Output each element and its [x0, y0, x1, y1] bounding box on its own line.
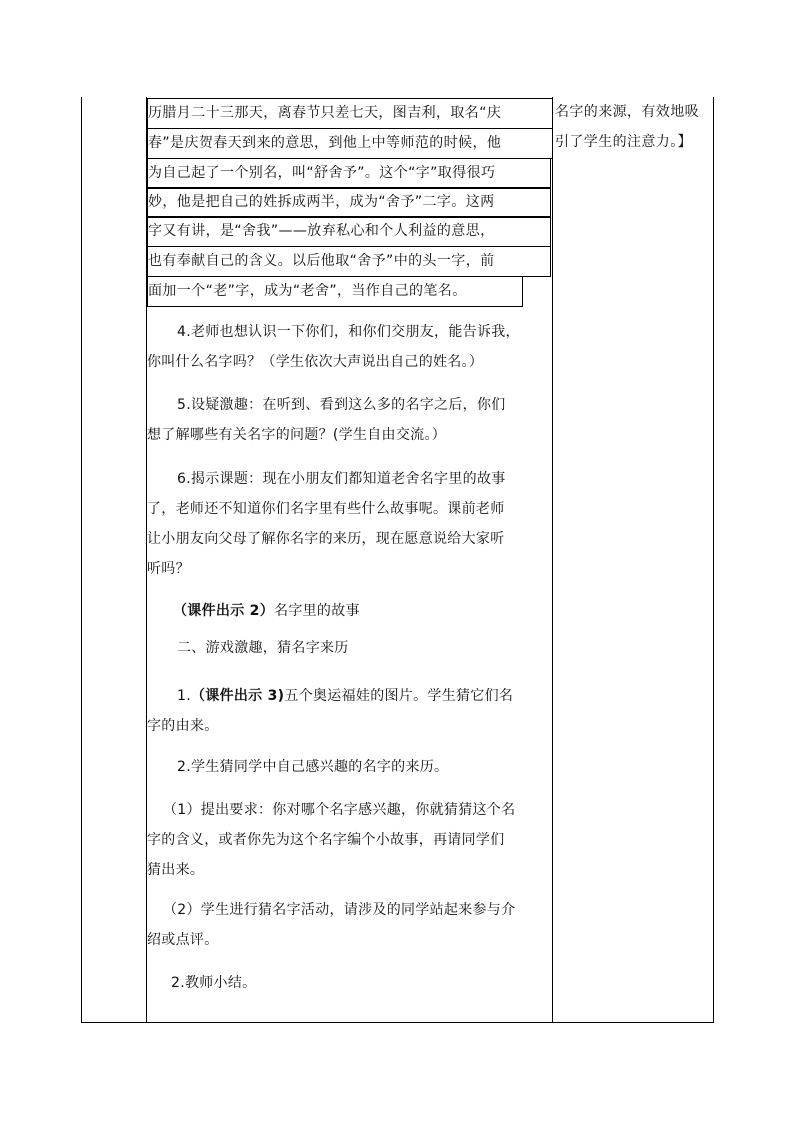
section-2-heading: [147, 633, 552, 663]
text-line: 了，老师还不知道你们名字里有些什么故事呢。课前老师: [147, 501, 505, 517]
requirement-1: [147, 795, 552, 885]
text-line: 2.学生猜同学中自己感兴趣的名字的来历。: [177, 759, 449, 775]
courseware-label: （课件出示 3): [190, 688, 285, 704]
text-line: 字的含义，或者你先为这个名字编个小故事，再请同学们: [147, 832, 505, 848]
courseware-label: （课件出示 2）: [173, 603, 275, 619]
boxed-line: 也有奉献自己的含义。以后他取“舍予”中的头一字，前: [147, 246, 551, 277]
table-col-divider-2: [552, 97, 553, 1023]
text-line: （2）学生进行猜名字活动，请涉及的同学站起来参与介: [163, 902, 516, 918]
item-number: 1.: [177, 688, 191, 704]
text-line: 让小朋友向父母了解你名字的来历，现在愿意说给大家听: [147, 531, 505, 547]
text-line: 猜出来。: [147, 862, 205, 878]
paragraph-5: [147, 390, 552, 450]
text-line: 5.设疑激趣：在听到、看到这么多的名字之后，你们: [177, 397, 506, 413]
table-right-border: [713, 97, 714, 1023]
text-line: 五个奥运福娃的图片。学生猜它们名: [284, 688, 514, 704]
table-bottom-border: [81, 1022, 714, 1023]
boxed-line: 为自己起了一个别名，叫“舒舍予”。这个“字”取得很巧: [147, 158, 551, 189]
paragraph-4: [147, 317, 552, 377]
text-line: 二、游戏激趣，猜名字来历: [177, 640, 349, 656]
boxed-line: 妙，他是把自己的姓拆成两半，成为“舍予”二字。这两: [147, 187, 551, 218]
text-line: 6.揭示课题：现在小朋友们都知道老舍名字里的故事: [177, 471, 506, 487]
game-item-1: [147, 681, 552, 741]
boxed-line: 春”是庆贺春天到来的意思，到他上中等师范的时候，他: [147, 128, 553, 159]
text-line: 想了解哪些有关名字的问题？(学生自由交流。）: [147, 427, 447, 443]
teacher-summary: [147, 968, 552, 998]
requirement-2: [147, 895, 552, 955]
text-line: 你叫什么名字吗？（学生依次大声说出自己的姓名。）: [147, 354, 484, 370]
right-col-line: 引了学生的注意力。】: [555, 134, 692, 150]
boxed-line: 字又有讲，是“舍我”——放弃私心和个人利益的意思，: [147, 216, 551, 247]
text-line: 字的由来。: [147, 718, 219, 734]
text-line: 2.教师小结。: [171, 975, 257, 991]
courseware-title: 名字里的故事: [274, 603, 360, 619]
game-item-2: [147, 752, 552, 782]
table-left-border: [81, 97, 82, 1023]
text-line: 4.老师也想认识一下你们，和你们交朋友，能告诉我，: [177, 324, 520, 340]
boxed-line: 面加一个“老”字，成为“老舍”，当作自己的笔名。: [147, 276, 523, 307]
courseware-2: [147, 596, 552, 626]
text-line: 听吗？: [147, 561, 190, 577]
boxed-line: 历腊月二十三那天，离春节只差七天，图吉利，取名“庆: [147, 98, 553, 129]
text-line: 绍或点评。: [147, 932, 219, 948]
right-col-line: 名字的来源，有效地吸: [555, 104, 699, 120]
text-line: （1）提出要求：你对哪个名字感兴趣，你就猜猜这个名: [163, 802, 516, 818]
paragraph-6: [147, 464, 552, 584]
